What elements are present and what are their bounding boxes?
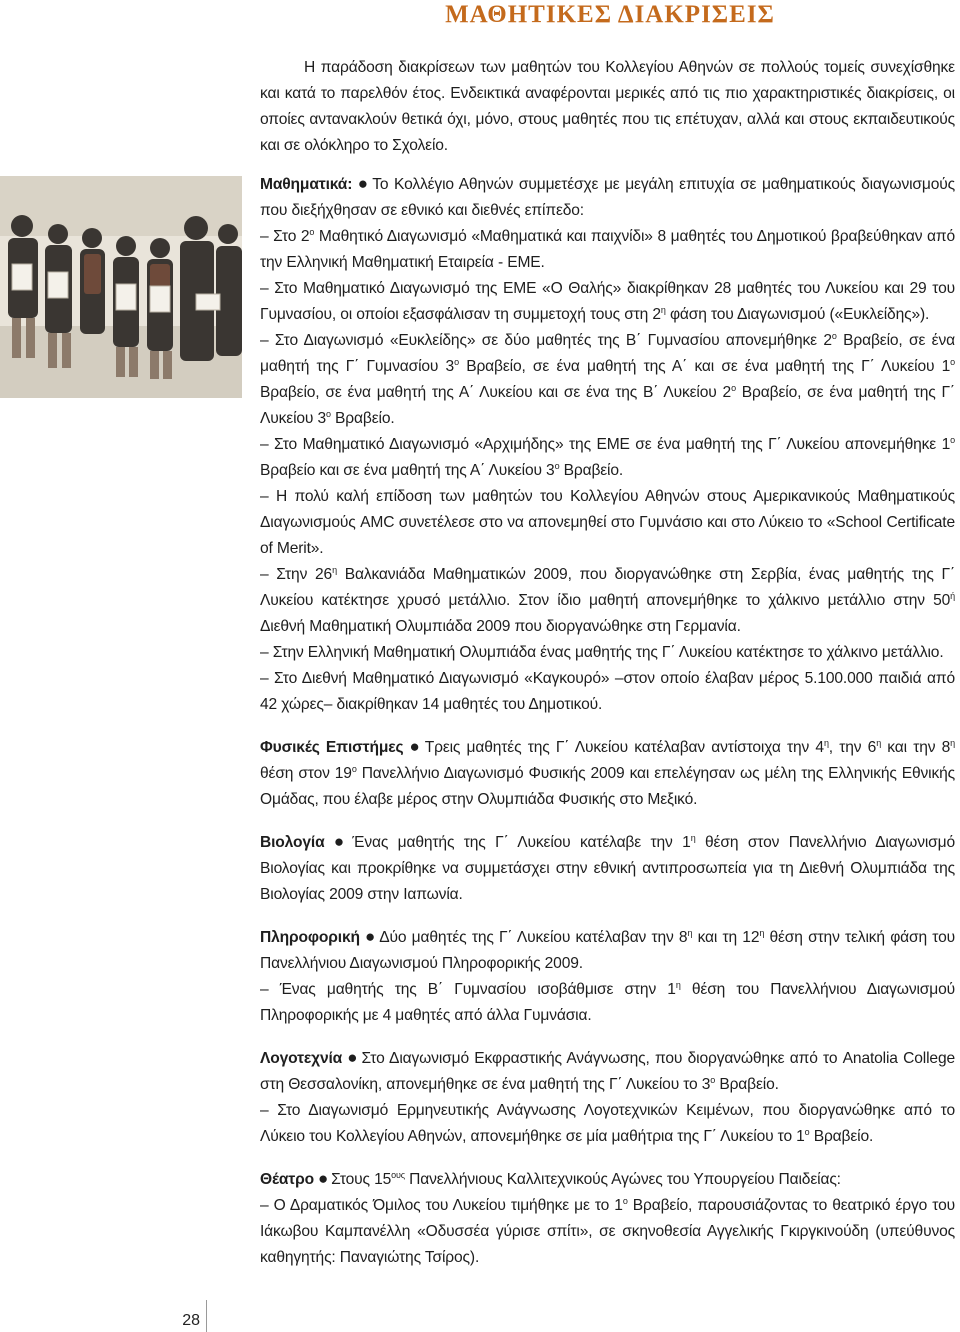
section-heading-theatre: Θέατρο bbox=[260, 1171, 314, 1188]
section-theatre bbox=[260, 1166, 955, 1271]
section-heading-literature: Λογοτεχνία bbox=[260, 1050, 343, 1067]
page-margin-rule bbox=[206, 1300, 207, 1332]
math-item: – Η πολύ καλή επίδοση των μαθητών του Κολλεγίου Αθηνών στους Αμερικανικούς Μαθηματικούς Διαγωνισμούς AMC συνετέλεσε στο να απονεμηθεί στο Γυμνάσιο και στο Λύκειο το «School Certificate of Merit». bbox=[260, 488, 955, 557]
math-item: – Στο $2^o$ Μαθητικό Διαγωνισμό «Μαθηματικά και παιχνίδι» 8 μαθητές του Δημοτικού βραβεύθηκαν από την Ελληνική Μαθηματική Εταιρεία - ΕΜΕ. bbox=[260, 227, 955, 271]
bullet-icon: ● bbox=[407, 737, 422, 756]
section-biology bbox=[260, 829, 955, 908]
math-item: – Στο Μαθηματικό Διαγωνισμό της ΕΜΕ «Ο Θαλής» διακρίθηκαν 28 μαθητές του Λυκείου και 29 του Γυμνασίου, οι οποίοι εξασφάλισαν τη συμμετοχή τους στη $2^\eta$ φάση του Διαγωνισμού («Ευκλείδης»). bbox=[260, 280, 955, 323]
bullet-icon: ● bbox=[346, 1048, 359, 1067]
section-literature bbox=[260, 1045, 955, 1150]
section-physics bbox=[260, 734, 955, 813]
bullet-icon: ● bbox=[356, 174, 370, 193]
theatre-item: – Ο Δραματικός Όμιλος του Λυκείου τιμήθηκε με το $1^o$ Βραβείο, παρουσιάζοντας το θεατρικό έργο του Ιάκωβου Καμπανέλλη «Οδυσσέα γύρισε σπίτι», σε σκηνοθεσία Αγγελικής Γκιργκινούδη (υπεύθυνος καθηγητής: Παναγιώτης Τσίρος). bbox=[260, 1196, 955, 1266]
physics-paragraph: Φυσικές Επιστήμες ● Τρεις μαθητές της Γ΄ Λυκείου κατέλαβαν αντίστοιχα την $4^\eta$, την $6^\eta$ και την $8^\eta$ θέση στον $19^o$ Πανελλήνιο Διαγωνισμό Φυσικής 2009 και επελέγησαν ως μέλη της Ελληνικής Εθνικής Ομάδας, που έλαβε μέρος στην Ολυμπιάδα Φυσικής στο Μεξικό. bbox=[260, 737, 956, 808]
math-paragraph: Μαθηματικά: ● Το Κολλέγιο Αθηνών συμμετέσχε με μεγάλη επιτυχία σε μαθηματικούς διαγωνισμούς που διεξήχθησαν σε εθνικό και διεθνές επίπεδο: bbox=[260, 174, 955, 219]
math-item: – Στην Ελληνική Μαθηματική Ολυμπιάδα ένας μαθητής της Γ΄ Λυκείου κατέκτησε το χάλκινο μετάλλιο. bbox=[260, 644, 944, 661]
math-item: – Στην $26^\eta$ Βαλκανιάδα Μαθηματικών 2009, που διοργανώθηκε στη Σερβία, ένας μαθητής της Γ΄ Λυκείου κατέκτησε χρυσό μετάλλιο. Στον ίδιο μαθητή απονεμήθηκε το χάλκινο μετάλλιο στην $50^ή$ Διεθνή Μαθηματική Ολυμπιάδα 2009 που διοργανώθηκε στη Γερμανία. bbox=[260, 565, 955, 635]
section-heading-physics: Φυσικές Επιστήμες bbox=[260, 739, 404, 756]
math-item: – Στο Διεθνή Μαθηματικό Διαγωνισμό «Καγκουρό» –στον οποίο έλαβαν μέρος 5.100.000 παιδιά από 42 χώρες– διακρίθηκαν 14 μαθητές του Δημοτικού. bbox=[260, 670, 955, 713]
article-body bbox=[260, 55, 955, 1271]
section-heading-biology: Βιολογία bbox=[260, 834, 325, 851]
section-informatics bbox=[260, 924, 955, 1029]
literature-item: – Στο Διαγωνισμό Ερμηνευτικής Ανάγνωσης Λογοτεχνικών Κειμένων, που διοργανώθηκε από το Λύκειο του Κολλεγίου Αθηνών, απονεμήθηκε σε μία μαθήτρια της Γ΄ Λυκείου το $1^o$ Βραβείο. bbox=[260, 1102, 955, 1145]
informatics-paragraph: Πληροφορική ● Δύο μαθητές της Γ΄ Λυκείου κατέλαβαν την $8^\eta$ και τη $12^\eta$ θέση στην τελική φάση του Πανελλήνιου Διαγωνισμού Πληροφορικής 2009. bbox=[260, 927, 955, 972]
literature-paragraph: Λογοτεχνία ● Στο Διαγωνισμό Εκφραστικής Ανάγνωσης, που διοργανώθηκε από το Anatolia College στη Θεσσαλονίκη, απονεμήθηκε σε ένα μαθητή της Γ΄ Λυκείου το $3^o$ Βραβείο. bbox=[260, 1048, 955, 1093]
informatics-item: – Ένας μαθητής της Β΄ Γυμνασίου ισοβάθμισε στην $1^\eta$ θέση του Πανελλήνιου Διαγωνισμού Πληροφορικής με 4 μαθητές από άλλα Γυμνάσια. bbox=[260, 980, 955, 1024]
math-item: – Στο Διαγωνισμό «Ευκλείδης» σε δύο μαθητές της Β΄ Γυμνασίου απονεμήθηκε $2^o$ Βραβείο, σε ένα μαθητή της Γ΄ Γυμνασίου $3^o$ Βραβείο, σε ένα μαθητή της Α΄ και σε ένα μαθητή της Γ΄ Λυκείου $1^o$ Βραβείο, σε ένα μαθητή της Α΄ Λυκείου και σε ένα της Β΄ Λυκείου $2^o$ Βραβείο, σε ένα μαθητή της Γ΄ Λυκείου $3^o$ Βραβείο. bbox=[260, 331, 955, 427]
section-mathematics bbox=[260, 171, 955, 718]
biology-paragraph: Βιολογία ● Ένας μαθητής της Γ΄ Λυκείου κατέλαβε την $1^\eta$ θέση στον Πανελλήνιο Διαγωνισμό Βιολογίας και προκρίθηκε να συμμετάσχει στην εθνική αντιπροσωπεία για τη Διεθνή Ολυμπιάδα της Βιολογίας 2009 στην Ιαπωνία. bbox=[260, 832, 955, 903]
students-award-photo bbox=[0, 176, 242, 398]
math-item: – Στο Μαθηματικό Διαγωνισμό «Αρχιμήδης» της ΕΜΕ σε ένα μαθητή της Γ΄ Λυκείου απονεμήθηκε $1^o$ Βραβείο και σε ένα μαθητή της Α΄ Λυκείου $3^o$ Βραβείο. bbox=[260, 435, 955, 479]
theatre-paragraph: Θέατρο ● Στους $15^{o\upsilon\varsigma}$ Πανελλήνιους Καλλιτεχνικούς Αγώνες του Υπουργείου Παιδείας: bbox=[260, 1169, 841, 1188]
page-number: 28 bbox=[182, 1312, 200, 1329]
intro-paragraph: Η παράδοση διακρίσεων των μαθητών του Κολλεγίου Αθηνών σε πολλούς τομείς συνεχίσθηκε και κατά το παρελθόν έτος. Ενδεικτικά αναφέρονται μερικές από τις πιο χαρακτηριστικές διακρίσεις, οι οποίες αντανακλούν θετικά όχι, μόνο, στους μαθητές που τις επέτυχαν, αλλά και στους εκπαιδευτικούς και σε ολόκληρο το Σχολείο. bbox=[260, 59, 955, 154]
section-heading-informatics: Πληροφορική bbox=[260, 929, 360, 946]
students-photo-illustration bbox=[0, 176, 242, 398]
section-heading-math: Μαθηματικά: bbox=[260, 176, 353, 193]
bullet-icon: ● bbox=[328, 832, 350, 851]
page-title: ΜΑΘΗΤΙΚΕΣ ΔΙΑΚΡΙΣΕΙΣ bbox=[445, 1, 775, 28]
bullet-icon: ● bbox=[363, 927, 377, 946]
bullet-icon: ● bbox=[317, 1169, 329, 1188]
